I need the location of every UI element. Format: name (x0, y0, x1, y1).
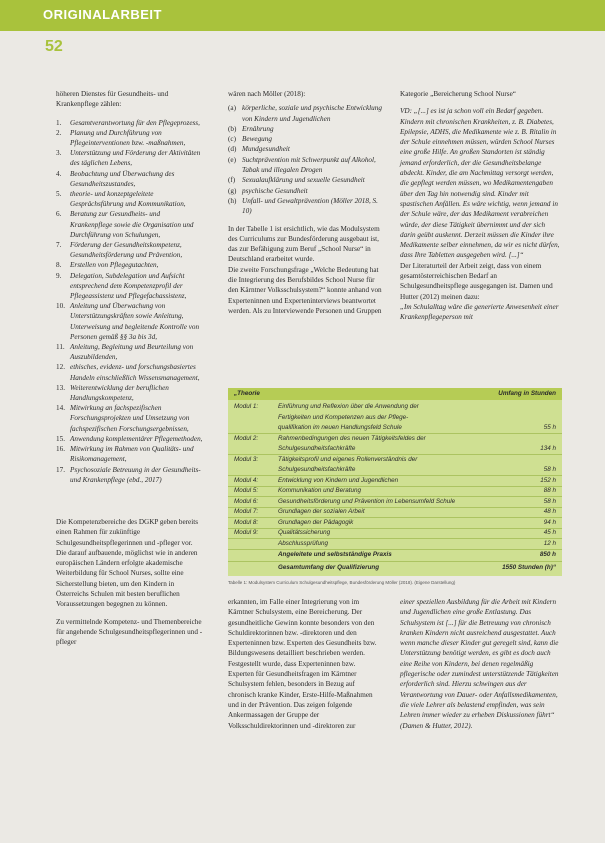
table-row: Fertigkeiten und Kompetenzen aus der Pflege- (278, 413, 409, 421)
list-item: (d) Mundgesundheit (228, 145, 290, 154)
table-row: Modul 1: Einführung und Reflexion über die Anwendung der (234, 403, 419, 410)
table-row: Schulgesundheitsfachkräfte 134 h (278, 445, 556, 452)
list-item: 14. Mitwirkung an fachspezifischen Forschungsprojekten und Umsetzung von fachspezifischen Forschungsergebnissen, (56, 404, 190, 433)
list-item: (a) körperliche, soziale und psychische Entwicklung von Kindern und Jugendlichen (228, 104, 382, 123)
col2-paragraph-2: Die zweite Forschungsfrage „Welche Bedeutung hat die Integrierung des Berufsbildes School Nurse für den Kärntner Volksschulsystem?“ konnte anhand von Experteninnen und Experteninterviews beantwortet werden. Als zu Interviewende Personen und Gruppen (228, 265, 382, 315)
list-item: 11. Anleitung, Begleitung und Beurteilung von Auszubildenden, (56, 343, 194, 362)
list-item: 1. Gesamtverantwortung für den Pflegeprozess, (56, 118, 200, 127)
table-total-overall: Gesamtumfang der Qualifizierung 1550 Stunden (h)“ (278, 564, 556, 571)
table-row: Schulgesundheitsfachkräfte 58 h (278, 466, 556, 473)
column-2 (228, 89, 382, 316)
page-number: 52 (45, 38, 63, 55)
header-bar (0, 0, 605, 31)
interview-quote: VD: „[...] es ist ja schon voll ein Bedarf gegeben. Kindern mit chronischen Krankheiten, z. B. Diabetes, Epilepsie, ADHS, die Medikamente wie z. B. Ritalin in der Schule einnehmen müssen, würden School Nurses eine große Hilfe. An großen Standorten ist ständig jemand erforderlich, der die Gesundheitsbelange abdeckt. Kinder, die am Nachmittag versorgt werden, die gepflegt werden müssen, wo Medikamentengaben über den Tag hin notwendig sind. Kinder mit spastischen Anfällen. Es wäre wichtig, wenn jemand in der Schule wäre, der das Medikament verabreichen würde, der diese Tätigkeit übernimmt und der sich darin geübt auskennt. Derzeit müssen die Kinder ihre Medikamente selber einnehmen, da wir es nicht dürfen, dass Ihre Tabletten ausgegeben wird. [...]“ (400, 107, 560, 260)
column-2-bottom (228, 597, 382, 731)
table-row: Modul 3: Tätigkeitsprofil und eigenes Rollenverständnis der (234, 455, 418, 463)
list-item: (e) Suchtprävention mit Schwerpunkt auf Alkohol, Tabak und illegalen Drogen (228, 155, 376, 175)
list-item: 13. Weiterentwicklung der beruflichen Handlungskompetenz, (56, 383, 169, 403)
col2-paragraph: In der Tabelle 1 ist ersichtlich, wie das Modulsystem des Curriculums zur Bundesförderung ausgebaut ist, das zur Befähigung zum Beruf „School Nurse“ in Deutschland erarbeitet wurde. (228, 224, 380, 264)
list-item: (b) Ernährung (228, 124, 274, 133)
list-item: 4. Beobachtung und Überwachung des Gesundheitszustandes, (56, 169, 175, 188)
list-item: (c) Bewegung (228, 135, 272, 144)
list-item: 17. Psychosoziale Betreuung in der Gesundheits- und Krankenpflege (ebd., 2017) (56, 465, 201, 484)
table-header-left: „Theorie (234, 390, 260, 397)
table-row: Modul 8: Grundlagen der Pädagogik 94 h (234, 518, 556, 526)
col3-bottom-quote: einer speziellen Ausbildung für die Arbeit mit Kindern und Jugendlichen eine große Entlastung. Das Schulsystem ist [...] für die Betreuung von chronisch kranken Kindern nicht ausreichend ausgestattet. Auch wenn manche dieser Kinder gut geregelt sind, kann die Unterstützung benötigt werden, es gibt es doch auch eine Reihe von Kindern, bei denen regelmäßig pflegerische oder zumindest unterstützende Tätigkeiten erforderlich sind. Hierzu schwingen aus der Verantwortung von Dauer- oder Anfallsmedikamenten, die viele Lehrer als belastend empfinden, was sein Lehren immer wieder zu erheben Diskussionen führt“ (Damen & Hutter, 2012). (400, 598, 559, 730)
list-item: 2. Planung und Durchführung von Pflegeinterventionen bzw. -maßnahmen, (56, 128, 186, 147)
module-table (228, 388, 562, 576)
list-item: 5. theorie- und konzeptgeleitete Gesprächsführung und Kommunikation, (56, 190, 186, 209)
column-1 (56, 89, 204, 485)
list-item: 15. Anwendung komplementärer Pflegemethoden, (56, 434, 203, 443)
list-item: (f) Sexualaufklärung und sexuelle Gesundheit (228, 176, 365, 185)
col3-paragraph: Der Literaturteil der Arbeit zeigt, dass von einem gesamtösterreichischen Bedarf an Schulgesundheitspflege ausgegangen ist. Damen und Hutter (2012) meinen dazu: (400, 261, 553, 301)
table-row: Modul 6: Gesundheitsförderung und Prävention im Lebensumfeld Schule 58 h (234, 497, 556, 505)
list-item: 7. Förderung der Gesundheitskompetenz, Gesundheitsförderung und Prävention, (56, 241, 183, 260)
table-header-row (228, 389, 562, 399)
table-caption: Tabelle 1: Modulsystem Curriculum Schulgesundheitspflege, Bundesförderung Möller (2018). (Eigene Darstellung) (228, 580, 456, 585)
list-item: 10. Anleitung und Überwachung von Unterstützungskräften sowie Anleitung, Unterweisung und begleitende Kontrolle von Personen gemäß §§ 3a bis 3d, (56, 302, 200, 341)
table-row: Abschlussprüfung 12 h (278, 539, 556, 547)
list-item: 3. Unterstützung und Förderung der Aktivitäten des täglichen Lebens, (56, 149, 201, 168)
list-item: 8. Erstellen von Pflegegutachten, (56, 261, 159, 270)
col3-quote-start: „Im Schulalltag wäre die generierte Anwesenheit einer Krankenpflegeperson mit (400, 302, 559, 322)
list-item: 12. ethisches, evidenz- und forschungsbasiertes Handeln einschließlich Wissensmanagement, (56, 363, 200, 382)
col3-intro: Kategorie „Bereicherung School Nurse“ (400, 90, 516, 98)
col1-paragraph-2: Zu vermittelnde Kompetenz- und Themenbereiche für angehende Schulgesundheitspflegerinnen und -pfleger (56, 617, 203, 647)
table-row: Modul 5: Kommunikation und Beratung 88 h (234, 487, 556, 494)
section-title: ORIGINALARBEIT (43, 7, 162, 22)
list-item: 6. Beratung zur Gesundheits- und Krankenpflege sowie die Organisation und Durchführung von Schulungen, (56, 210, 194, 239)
table-row: Modul 9: Qualitätssicherung 45 h (234, 529, 556, 536)
table-row: Modul 4: Entwicklung von Kindern und Jugendlichen 152 h (234, 476, 556, 484)
list-item: 9. Delegation, Subdelegation und Aufsicht entsprechend dem Kompetenzprofil der Pflegeassistenz und Pflegefachassistenz, (56, 271, 187, 301)
table-row: Modul 2: Rahmenbedingungen des neuen Tätigkeitsfeldes der (234, 434, 426, 442)
column-3-bottom (400, 597, 562, 731)
topic-list (228, 103, 382, 216)
table-total-practice: Angeleitete und selbstständige Praxis 850 h (278, 551, 556, 558)
list-item: (g) psychische Gesundheit (228, 186, 308, 195)
column-1-bottom (56, 517, 204, 648)
col2-bottom-paragraph: erkannten, im Falle einer Integrierung von im Kärntner Schulsystem, eine Bereicherung. Der gesundheitliche Gewinn konnte besonders von den Schuldirektorinnen bzw. -direktoren und den Experteninnen bzw. Experten des Gesundheits bzw. Bildungswesens detailliert beschrieben werden. Festgestellt wurde, dass Experteninnen bzw. Experten für Gesundheitsfragen im Kärntner Schulsystem fehlen, besonders in Bezug auf chronisch kranke Kinder, Erste-Hilfe-Maßnahmen und in der Prävention. Das zeigen folgende Ankermassagen der Gruppe der Volksschuldirektorinnen und -direktoren zur (228, 598, 377, 730)
list-item: 16. Mitwirkung im Rahmen von Qualitäts- und Risikomanagement, (56, 445, 194, 464)
column-3 (400, 89, 562, 323)
list-item: (h) Unfall- und Gewaltprävention (Möller 2018, S. 10) (228, 196, 378, 216)
col2-intro: wären nach Möller (2018): (228, 90, 306, 98)
col1-intro: höheren Dienstes für Gesundheits- und Krankenpflege zählen: (56, 90, 169, 109)
competency-list (56, 118, 204, 485)
table-row: Modul 7: Grundlagen der sozialen Arbeit 48 h (234, 508, 556, 515)
table-header-right: Umfang in Stunden (498, 390, 556, 397)
col1-paragraph: Die Kompetenzbereiche des DGKP geben bereits einen Rahmen für zukünftige Schulgesundheitspflegerinnen und -pfleger vor. Die darauf aufbauende, möglichst wie in anderen europäischen Ländern erfolgte akademische Weiterbildung für School Nurses, sollte eine Sicherstellung bieten, um den Kindern in Österreichs Schulen mit besten beruflichen Voraussetzungen begegnen zu können. (56, 518, 199, 609)
table-row: qualifikation im neuen Handlungsfeld Schule 55 h (278, 424, 556, 431)
